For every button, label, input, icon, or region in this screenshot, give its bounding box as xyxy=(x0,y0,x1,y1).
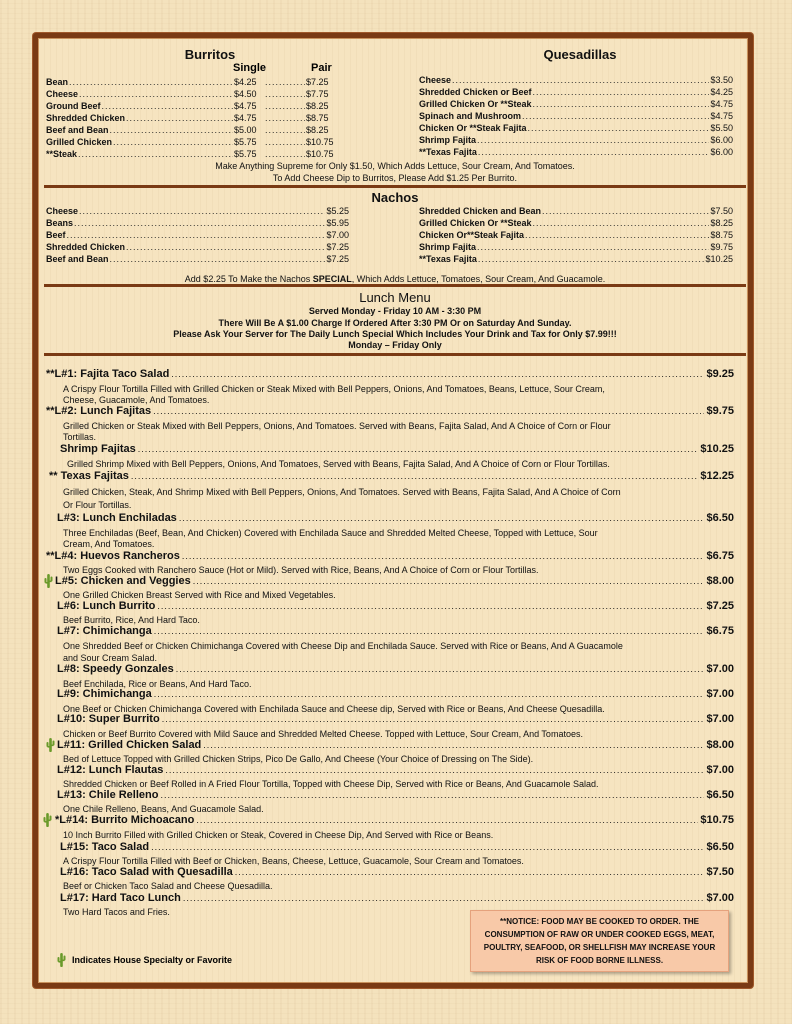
lunch-item-name: ** Texas Fajitas xyxy=(49,470,129,482)
lunch-item-price: $7.25 xyxy=(706,600,734,612)
lunch-item-description: Cream, And Tomatoes. xyxy=(63,539,155,549)
lunch-item-description: and Sour Cream Salad. xyxy=(63,653,158,663)
burrito-row xyxy=(46,124,338,136)
burrito-pair-price: $7.75 xyxy=(306,89,329,99)
lunch-item-price: $7.00 xyxy=(706,764,734,776)
nachos-row-name: **Texas Fajita xyxy=(419,254,477,264)
nachos-row-name: Beef xyxy=(46,230,66,240)
lunch-item-row xyxy=(57,688,734,700)
lunch-item-description: Chicken or Beef Burrito Covered with Mild Sauce and Shredded Melted Cheese. Topped with Lettuce, Sour Cream, And Tomatoes. xyxy=(63,729,583,739)
lunch-item-name: Shrimp Fajitas xyxy=(60,443,136,455)
lunch-item-name: L#12: Lunch Flautas xyxy=(57,764,164,776)
burrito-row xyxy=(46,100,338,112)
section-divider xyxy=(44,284,746,287)
food-notice-text: **NOTICE: FOOD MAY BE COOKED TO ORDER. THE CONSUMPTION OF RAW OR UNDER COOKED EGGS, MEAT, POULTRY, SEAFOOD, OR SHELLFISH MAY INCREASE YOUR RISK OF FOOD BORNE ILLNESS. xyxy=(483,917,716,965)
quesadilla-row-price: $4.25 xyxy=(710,87,733,97)
burrito-note-2: To Add Cheese Dip to Burritos, Please Add $1.25 Per Burrito. xyxy=(272,173,518,183)
dot-leader xyxy=(154,689,705,699)
quesadilla-row xyxy=(419,110,733,122)
cactus-icon xyxy=(44,573,53,588)
burrito-single-price: $4.75 xyxy=(234,101,257,111)
dot-leader xyxy=(265,124,305,136)
quesadilla-row xyxy=(419,98,733,110)
nachos-row-name: Shredded Chicken and Bean xyxy=(419,206,542,216)
burrito-single-price: $5.75 xyxy=(234,149,257,159)
quesadilla-row xyxy=(419,146,733,158)
dot-leader xyxy=(525,229,709,241)
lunch-item-description: Beef or Chicken Taco Salad and Cheese Quesadilla. xyxy=(63,881,273,891)
burrito-single-price: $4.50 xyxy=(234,89,257,99)
lunch-item-description: A Crispy Flour Tortilla Filled with Beef or Chicken, Beans, Cheese, Lettuce, Guacamole, Sour Cream and Tomatoes. xyxy=(63,856,524,866)
dot-leader xyxy=(533,217,710,229)
burrito-name: Bean xyxy=(46,77,69,87)
dot-leader xyxy=(69,76,233,88)
lunch-item-price: $7.00 xyxy=(706,688,734,700)
nachos-note-bold: SPECIAL xyxy=(312,274,352,284)
burrito-single-price: $4.25 xyxy=(234,77,257,87)
nachos-row-name: Beans xyxy=(46,218,74,228)
nachos-row xyxy=(46,217,349,229)
dot-leader xyxy=(67,229,326,241)
quesadilla-row-name: Chicken Or **Steak Fajita xyxy=(419,123,527,133)
burrito-row xyxy=(46,88,338,100)
section-divider xyxy=(44,353,746,356)
dot-leader xyxy=(477,134,709,146)
lunch-item-description: A Crispy Flour Tortilla Filled with Grilled Chicken or Steak Mixed with Bell Peppers, Onions, And Tomatoes, Beans, Lettuce, Sour Cream, xyxy=(63,384,605,394)
lunch-item-description: Grilled Chicken, Steak, And Shrimp Mixed with Bell Peppers, Onions, And Tomatoes. Served with Beans, Fajita Salad, And A Choice of Corn xyxy=(63,487,621,497)
lunch-item-name: L#6: Lunch Burrito xyxy=(57,600,156,612)
dot-leader xyxy=(79,205,325,217)
lunch-item-price: $9.75 xyxy=(706,405,734,417)
burrito-name: Grilled Chicken xyxy=(46,137,113,147)
nachos-row-price: $7.50 xyxy=(710,206,733,216)
quesadilla-row xyxy=(419,134,733,146)
nachos-row xyxy=(419,241,733,253)
nachos-row-price: $7.25 xyxy=(326,254,349,264)
lunch-item-row xyxy=(57,713,734,725)
dot-leader xyxy=(478,146,710,158)
lunch-line-1: Served Monday - Friday 10 AM - 3:30 PM xyxy=(308,306,482,316)
burrito-pair-price: $7.25 xyxy=(306,77,329,87)
dot-leader xyxy=(183,893,705,903)
cactus-icon xyxy=(43,812,52,827)
dot-leader xyxy=(126,241,325,253)
nachos-row xyxy=(46,229,349,241)
quesadilla-row xyxy=(419,74,733,86)
lunch-item-price: $7.00 xyxy=(706,663,734,675)
dot-leader xyxy=(533,86,710,98)
dot-leader xyxy=(265,148,305,160)
burrito-pair-price: $8.75 xyxy=(306,113,329,123)
lunch-item-name: L#11: Grilled Chicken Salad xyxy=(57,739,202,751)
lunch-item-description: One Chile Relleno, Beans, And Guacamole Salad. xyxy=(63,804,264,814)
lunch-item-name: *L#14: Burrito Michoacano xyxy=(55,814,195,826)
quesadilla-row xyxy=(419,86,733,98)
dot-leader xyxy=(151,842,704,852)
nachos-row xyxy=(46,253,349,265)
food-notice-box xyxy=(470,910,729,972)
lunch-item-name: L#13: Chile Relleno xyxy=(57,789,159,801)
dot-leader xyxy=(138,444,699,454)
burrito-name: Shredded Chicken xyxy=(46,113,126,123)
dot-leader xyxy=(452,74,709,86)
quesadillas-title: Quesadillas xyxy=(543,47,617,62)
lunch-item-name: L#8: Speedy Gonzales xyxy=(57,663,174,675)
lunch-item-price: $6.50 xyxy=(706,841,734,853)
dot-leader xyxy=(477,241,709,253)
lunch-item-description: Bed of Lettuce Topped with Grilled Chicken Strips, Pico De Gallo, And Cheese (Your Choice of Dressing on The Side). xyxy=(63,754,534,764)
lunch-item-name: L#5: Chicken and Veggies xyxy=(55,575,191,587)
nachos-row-name: Shredded Chicken xyxy=(46,242,126,252)
lunch-item-row xyxy=(57,600,734,612)
dot-leader xyxy=(522,110,709,122)
lunch-item-row xyxy=(49,470,734,482)
nachos-row xyxy=(419,217,733,229)
lunch-item-row xyxy=(57,663,734,675)
dot-leader xyxy=(265,100,305,112)
dot-leader xyxy=(265,76,305,88)
dot-leader xyxy=(265,112,305,124)
lunch-item-description: Grilled Shrimp Mixed with Bell Peppers, Onions, And Tomatoes, Served with Beans, Fajita Salad, And A Choice of Corn or Flour Tortillas. xyxy=(67,459,610,469)
lunch-item-name: L#3: Lunch Enchiladas xyxy=(57,512,177,524)
quesadilla-row-name: Cheese xyxy=(419,75,452,85)
dot-leader xyxy=(533,98,710,110)
lunch-item-row xyxy=(57,789,734,801)
lunch-item-price: $10.75 xyxy=(700,814,734,826)
lunch-item-description: Shredded Chicken or Beef Rolled in A Fried Flour Tortilla, Topped with Cheese Dip, Served with Rice or Beans, And Guacamole Salad. xyxy=(63,779,599,789)
quesadilla-row-price: $5.50 xyxy=(710,123,733,133)
lunch-item-price: $8.00 xyxy=(706,575,734,587)
dot-leader xyxy=(154,626,705,636)
lunch-item-row xyxy=(57,739,734,751)
burrito-row xyxy=(46,148,338,160)
dot-leader xyxy=(528,122,710,134)
dot-leader xyxy=(113,136,233,148)
dot-leader xyxy=(74,217,325,229)
lunch-line-4: Monday – Friday Only xyxy=(348,340,442,350)
dot-leader xyxy=(193,576,705,586)
dot-leader xyxy=(162,714,705,724)
lunch-item-price: $7.00 xyxy=(706,892,734,904)
burrito-single-price: $5.75 xyxy=(234,137,257,147)
dot-leader xyxy=(131,471,698,481)
lunch-item-price: $9.25 xyxy=(706,368,734,380)
burrito-pair-price: $10.75 xyxy=(306,149,334,159)
cactus-icon xyxy=(57,952,66,967)
nachos-row xyxy=(419,229,733,241)
quesadilla-row-price: $6.00 xyxy=(710,135,733,145)
burrito-row xyxy=(46,136,338,148)
lunch-item-description: Grilled Chicken or Steak Mixed with Bell Peppers, Onions, And Tomatoes. Served with Beans, Fajita Salad, And A Choice of Corn or Flour xyxy=(63,421,611,431)
lunch-item-description: Beef Enchilada, Rice or Beans, And Hard Taco. xyxy=(63,679,252,689)
dot-leader xyxy=(179,513,705,523)
lunch-item-description: One Beef or Chicken Chimichanga Covered with Enchilada Sauce and Cheese dip, Served with Rice or Beans, And Cheese Quesadilla. xyxy=(63,704,605,714)
quesadilla-row-price: $4.75 xyxy=(710,111,733,121)
lunch-item-description: Three Enchiladas (Beef, Bean, And Chicken) Covered with Enchilada Sauce and Shredded Melted Cheese, Topped with Lettuce, Sour xyxy=(63,528,598,538)
lunch-item-row xyxy=(46,550,734,562)
nachos-row-name: Chicken Or**Steak Fajita xyxy=(419,230,525,240)
lunch-line-2: There Will Be A $1.00 Charge If Ordered After 3:30 PM Or on Saturday And Sunday. xyxy=(218,318,572,328)
lunch-title: Lunch Menu xyxy=(359,290,431,305)
nachos-right-list xyxy=(419,205,733,265)
nachos-row-price: $5.95 xyxy=(326,218,349,228)
lunch-item-price: $10.25 xyxy=(700,443,734,455)
quesadilla-row xyxy=(419,122,733,134)
burrito-row xyxy=(46,112,338,124)
nachos-row-price: $10.25 xyxy=(705,254,733,264)
nachos-row-name: Shrimp Fajita xyxy=(419,242,477,252)
lunch-item-row xyxy=(60,841,734,853)
lunch-item-row xyxy=(55,814,734,826)
quesadilla-row-name: Shrimp Fajita xyxy=(419,135,477,145)
quesadilla-row-price: $3.50 xyxy=(710,75,733,85)
lunch-item-price: $6.75 xyxy=(706,625,734,637)
nachos-note-pre: Add $2.25 To Make the Nachos xyxy=(184,274,313,284)
nachos-left-list xyxy=(46,205,349,265)
nachos-row-price: $5.25 xyxy=(326,206,349,216)
dot-leader xyxy=(176,664,705,674)
cactus-icon xyxy=(46,737,55,752)
nachos-row-price: $8.75 xyxy=(710,230,733,240)
quesadilla-row-name: Spinach and Mushroom xyxy=(419,111,522,121)
burrito-name: Cheese xyxy=(46,89,79,99)
lunch-item-description: Beef Burrito, Rice, And Hard Taco. xyxy=(63,615,200,625)
dot-leader xyxy=(79,88,233,100)
dot-leader xyxy=(265,88,305,100)
lunch-item-description: One Grilled Chicken Breast Served with Rice and Mixed Vegetables. xyxy=(63,590,336,600)
lunch-item-row xyxy=(57,625,734,637)
lunch-item-name: L#16: Taco Salad with Quesadilla xyxy=(60,866,233,878)
section-divider xyxy=(44,185,746,188)
dot-leader xyxy=(265,136,305,148)
lunch-item-price: $8.00 xyxy=(706,739,734,751)
lunch-line-3: Please Ask Your Server for The Daily Lunch Special Which Includes Your Drink and Tax for Only $7.99!!! xyxy=(173,329,617,339)
dot-leader xyxy=(78,148,233,160)
lunch-item-price: $6.75 xyxy=(706,550,734,562)
lunch-item-name: **L#1: Fajita Taco Salad xyxy=(46,368,170,380)
dot-leader xyxy=(110,253,326,265)
dot-leader xyxy=(171,369,704,379)
dot-leader xyxy=(160,790,704,800)
burrito-note-1: Make Anything Supreme for Only $1.50, Which Adds Lettuce, Sour Cream, And Tomatoes. xyxy=(215,161,575,171)
burrito-row xyxy=(46,76,338,88)
burritos-col-pair: Pair xyxy=(311,62,332,74)
nachos-row xyxy=(46,205,349,217)
quesadilla-row-name: Shredded Chicken or Beef xyxy=(419,87,532,97)
nachos-row xyxy=(46,241,349,253)
lunch-item-name: L#9: Chimichanga xyxy=(57,688,152,700)
burrito-single-price: $5.00 xyxy=(234,125,257,135)
quesadillas-list xyxy=(419,74,733,158)
dot-leader xyxy=(196,815,698,825)
lunch-item-name: L#17: Hard Taco Lunch xyxy=(60,892,181,904)
dot-leader xyxy=(478,253,705,265)
lunch-item-name: L#7: Chimichanga xyxy=(57,625,152,637)
lunch-item-name: L#10: Super Burrito xyxy=(57,713,160,725)
nachos-row-price: $8.25 xyxy=(710,218,733,228)
burrito-pair-price: $8.25 xyxy=(306,101,329,111)
dot-leader xyxy=(235,867,705,877)
lunch-item-row xyxy=(60,443,734,455)
lunch-item-row xyxy=(55,575,734,587)
lunch-item-row xyxy=(57,764,734,776)
lunch-item-row xyxy=(46,405,734,417)
lunch-item-description: One Shredded Beef or Chicken Chimichanga Covered with Cheese Dip and Enchilada Sauce. Served with Rice or Beans, And A Guacamole xyxy=(63,641,623,651)
legend-text: Indicates House Specialty or Favorite xyxy=(72,955,233,965)
lunch-item-price: $12.25 xyxy=(700,470,734,482)
lunch-item-price: $7.00 xyxy=(706,713,734,725)
nachos-title: Nachos xyxy=(371,190,419,205)
burritos-col-single: Single xyxy=(233,62,267,74)
burrito-pair-price: $8.25 xyxy=(306,125,329,135)
lunch-item-name: L#15: Taco Salad xyxy=(60,841,150,853)
lunch-item-description: Two Hard Tacos and Fries. xyxy=(63,907,170,917)
dot-leader xyxy=(126,112,233,124)
quesadilla-row-price: $6.00 xyxy=(710,147,733,157)
lunch-item-name: **L#2: Lunch Fajitas xyxy=(46,405,152,417)
dot-leader xyxy=(165,765,704,775)
burrito-single-price: $4.75 xyxy=(234,113,257,123)
nachos-row-name: Beef and Bean xyxy=(46,254,109,264)
burrito-pair-price: $10.75 xyxy=(306,137,334,147)
lunch-item-row xyxy=(46,368,734,380)
lunch-item-description: Or Flour Tortillas. xyxy=(63,500,132,510)
dot-leader xyxy=(542,205,709,217)
burrito-name: Beef and Bean xyxy=(46,125,109,135)
burrito-name: Ground Beef xyxy=(46,101,101,111)
lunch-item-row xyxy=(60,866,734,878)
lunch-item-price: $6.50 xyxy=(706,789,734,801)
dot-leader xyxy=(203,740,704,750)
lunch-item-description: Two Eggs Cooked with Ranchero Sauce (Hot or Mild). Served with Rice, Beans, And A Choice of Corn or Flour Tortillas. xyxy=(63,565,539,575)
dot-leader xyxy=(182,551,705,561)
dot-leader xyxy=(157,601,704,611)
quesadilla-row-name: Grilled Chicken Or **Steak xyxy=(419,99,532,109)
quesadilla-row-name: **Texas Fajita xyxy=(419,147,477,157)
dot-leader xyxy=(102,100,233,112)
nachos-row xyxy=(419,205,733,217)
nachos-row-price: $7.25 xyxy=(326,242,349,252)
lunch-item-description: Cheese, Guacamole, And Tomatoes. xyxy=(63,395,210,405)
lunch-item-description: Tortillas. xyxy=(63,432,97,442)
lunch-item-price: $6.50 xyxy=(706,512,734,524)
nachos-row xyxy=(419,253,733,265)
nachos-row-name: Cheese xyxy=(46,206,79,216)
nachos-row-price: $9.75 xyxy=(710,242,733,252)
nachos-row-name: Grilled Chicken Or **Steak xyxy=(419,218,532,228)
dot-leader xyxy=(153,406,704,416)
burritos-title: Burritos xyxy=(184,47,236,62)
nachos-row-price: $7.00 xyxy=(326,230,349,240)
nachos-note-post: , Which Adds Lettuce, Tomatoes, Sour Cream, And Guacamole. xyxy=(351,274,606,284)
lunch-item-name: **L#4: Huevos Rancheros xyxy=(46,550,180,562)
lunch-item-row xyxy=(57,512,734,524)
lunch-item-row xyxy=(60,892,734,904)
burritos-list xyxy=(46,76,338,160)
dot-leader xyxy=(110,124,233,136)
lunch-item-description: 10 Inch Burrito Filled with Grilled Chicken or Steak, Covered in Cheese Dip, And Served with Rice or Beans. xyxy=(63,830,494,840)
burrito-name: **Steak xyxy=(46,149,78,159)
quesadilla-row-price: $4.75 xyxy=(710,99,733,109)
lunch-item-price: $7.50 xyxy=(706,866,734,878)
